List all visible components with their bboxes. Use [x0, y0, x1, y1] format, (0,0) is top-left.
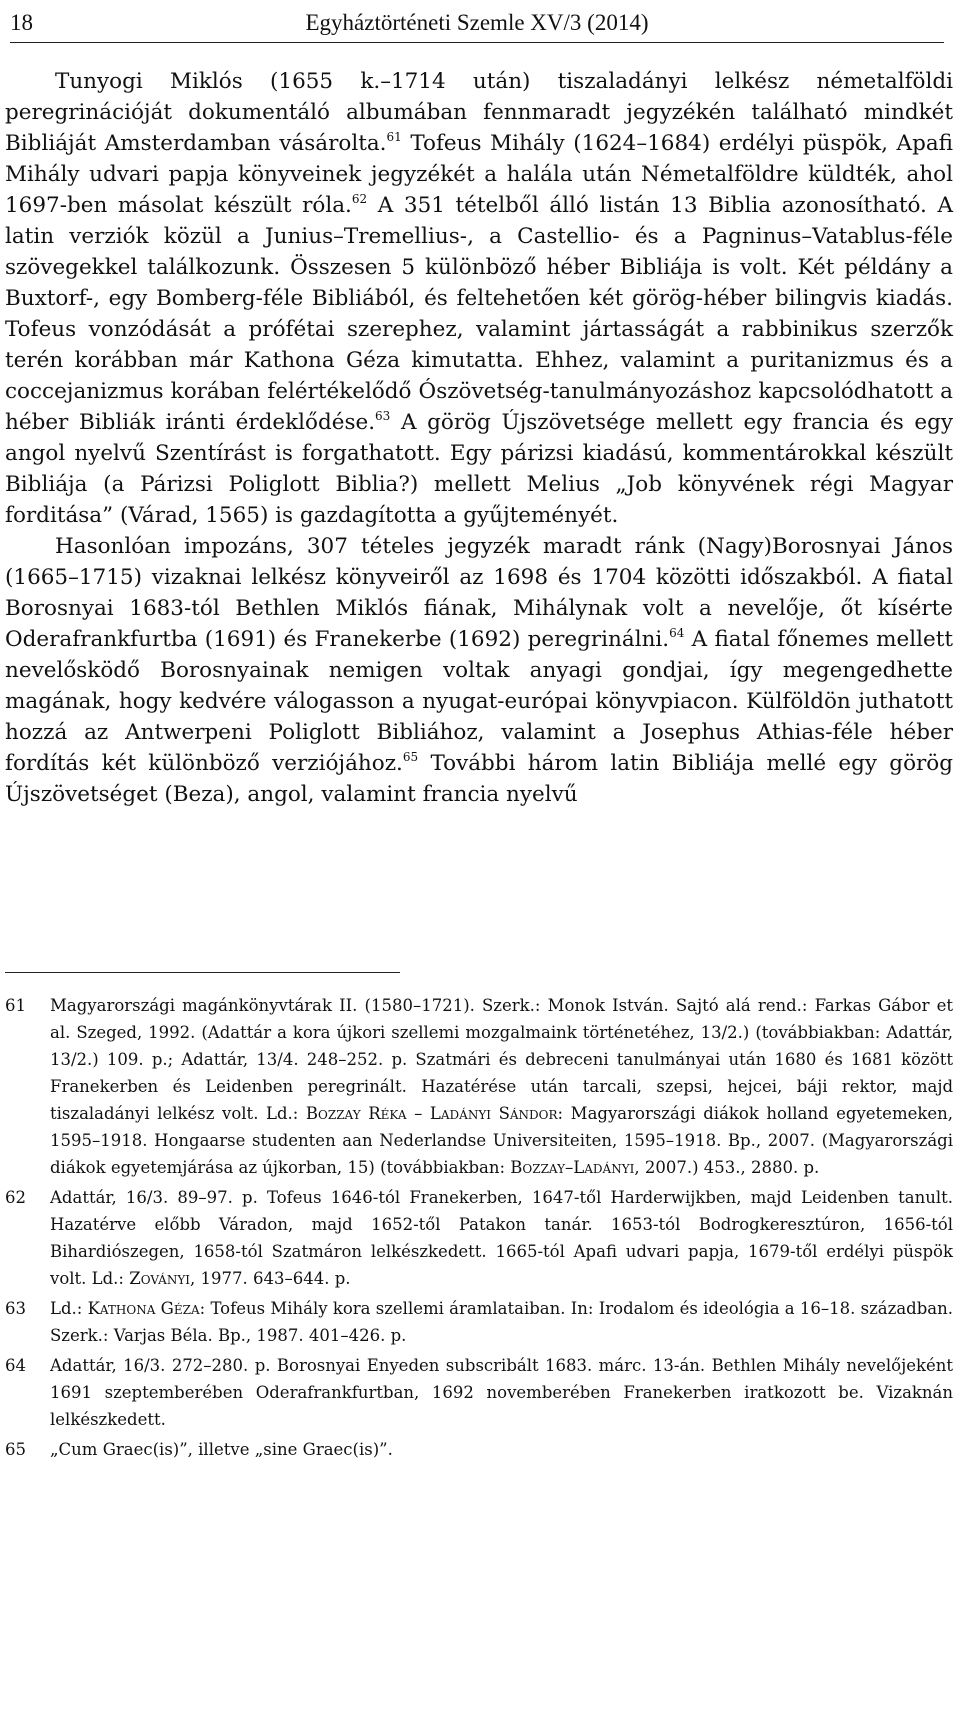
text-run: , 1977. 643–644. p.	[190, 1269, 351, 1288]
footnote-64	[5, 1352, 953, 1433]
text-run: : Tofeus Mihály kora szellemi áramlataiban. In: Irodalom és ideológia a 16–18. században. Szerk.: Varjas Béla. Bp., 1987. 401–426. p.	[50, 1299, 953, 1345]
text-run: Adattár, 16/3. 272–280. p. Borosnyai Enyeden subscribált 1683. márc. 13-án. Bethlen Mihály nevelőjeként 1691 szeptemberében Oderafrankfurtban, 1692 novemberében Franekerben iratkozott be. Vizaknán lelkészkedett.	[50, 1356, 953, 1429]
text-run: További három latin Bibliája mellé egy görög Újszövetséget (Beza), angol, valamint francia nyelvű	[5, 751, 953, 807]
author-name: Zoványi	[129, 1269, 191, 1288]
author-name: Bozzay–Ladányi	[510, 1158, 635, 1177]
text-run: Hasonlóan impozáns, 307 tételes jegyzék maradt ránk (Nagy)Borosnyai János (1665–1715) vizaknai lelkész könyveiről az 1698 és 1704 közötti időszakból. A fiatal Borosnyai 1683-tól Bethlen Miklós fiának, Mihálynak volt a nevelője, őt kísérte Oderafrankfurtba (1691) és Franekerbe (1692) peregrinálni.	[5, 534, 953, 652]
footnote-65	[5, 1436, 953, 1463]
author-name: Kathona Géza	[87, 1299, 200, 1318]
footnote-number: 62	[5, 1188, 26, 1207]
text-run: Tofeus Mihály (1624–1684) erdélyi püspök, Apafi Mihály udvari papja könyveinek jegyzékét a halála után Németalföldre küldték, ahol 1697-ben másolat készült róla.	[5, 131, 953, 218]
running-header	[10, 8, 944, 43]
footnote-number: 64	[5, 1356, 26, 1375]
footnotes	[5, 992, 953, 1466]
footnote-61	[5, 992, 953, 1181]
text-run: : Magyarországi diákok holland egyetemeken, 1595–1918. Hongaarse studenten aan Nederlandse Universiteiten, 1595–1918. Bp., 2007. (Magyarországi diákok egyetemjárása az újkorban, 15) (továbbiakban:	[50, 1104, 953, 1177]
footnote-number: 61	[5, 996, 26, 1015]
text-run: A fiatal főnemes mellett nevelősködő Borosnyainak nemigen voltak anyagi gondjai, így megengedhette magának, hogy kedvére válogasson a nyugat-európai könyvpiacon. Külföldön juthatott hozzá az Antwerpeni Poliglott Bibliához, valamint a Josephus Athias-féle héber fordítás két különböző verziójához.	[5, 627, 953, 776]
text-run: Adattár, 16/3. 89–97. p. Tofeus 1646-tól Franekerben, 1647-től Harderwijkben, majd Leidenben tanult. Hazatérve előbb Váradon, majd 1652-től Patakon tanár. 1653-tól Bodrogkeresztúron, 1656-tól Bihardiószegen, 1658-tól Szatmáron lelkészkedett. 1665-tól Apafi udvari papja, 1679-től erdélyi püspök volt. Ld.:	[50, 1188, 953, 1288]
footnote-number: 65	[5, 1440, 26, 1459]
paragraph	[5, 531, 953, 810]
author-name: Bozzay Réka – Ladányi Sándor	[305, 1104, 558, 1123]
journal-title: Egyháztörténeti Szemle XV/3 (2014)	[305, 10, 649, 35]
footnote-ref-65[interactable]: 65	[402, 750, 419, 764]
footnote-ref-63[interactable]: 63	[375, 409, 391, 423]
footnote-63	[5, 1295, 953, 1349]
text-run: A 351 tételből álló listán 13 Biblia azonosítható. A latin verziók közül a Junius–Tremellius-, a Castellio- és a Pagninus–Vatablus-féle szövegekkel találkozunk. Összesen 5 különböző héber Bibliája is volt. Két példány a Buxtorf-, egy Bomberg-féle Bibliából, és feltehetően két görög-héber bilingvis kiadás. Tofeus vonzódását a prófétai szerephez, valamint jártasságát a rabbinikus szerzők terén korábban már Kathona Géza kimutatta. Ehhez, valamint a puritanizmus és a coccejanizmus korában felértékelődő Ószövetség-tanulmányozáshoz kapcsolódhatott a héber Bibliák iránti érdeklődése.	[5, 193, 953, 435]
text-run: , 2007.) 453., 2880. p.	[634, 1158, 820, 1177]
footnote-ref-61[interactable]: 61	[386, 130, 402, 144]
text-run: Ld.:	[50, 1299, 88, 1318]
footnote-ref-64[interactable]: 64	[669, 626, 685, 640]
footnote-62	[5, 1184, 953, 1292]
page-number: 18	[10, 10, 33, 35]
paragraph	[5, 66, 953, 531]
text-run: „Cum Graec(is)”, illetve „sine Graec(is)”.	[50, 1440, 393, 1459]
footnote-number: 63	[5, 1299, 26, 1318]
body-text	[5, 66, 953, 810]
footnote-ref-62[interactable]: 62	[351, 192, 368, 206]
footnote-separator	[5, 972, 400, 973]
text-run: Magyarországi magánkönyvtárak II. (1580–1721). Szerk.: Monok István. Sajtó alá rend.: Farkas Gábor et al. Szeged, 1992. (Adattár a kora újkori szellemi mozgalmaink történetéhez, 13/2.) (továbbiakban: Adattár, 13/2.) 109. p.; Adattár, 13/4. 248–252. p. Szatmári és debreceni tanulmányai után 1680 és 1681 között Franekerben és Leidenben peregrinált. Hazatérése után tarcali, szepsi, hejcei, báji rektor, majd tiszaladányi lelkész volt. Ld.:	[50, 996, 953, 1123]
text-run: A görög Újszövetsége mellett egy francia és egy angol nyelvű Szentírást is forgathatott. Egy párizsi kiadású, kommentárokkal készült Bibliája (a Párizsi Poliglott Biblia?) mellett Melius „Job könyvének régi Magyar forditása” (Várad, 1565) is gazdagította a gyűjteményét.	[5, 410, 954, 528]
text-run: Tunyogi Miklós (1655 k.–1714 után) tiszaladányi lelkész németalföldi peregrinációját dokumentáló albumában fennmaradt jegyzékén található mindkét Bibliáját Amsterdamban vásárolta.	[5, 69, 953, 156]
